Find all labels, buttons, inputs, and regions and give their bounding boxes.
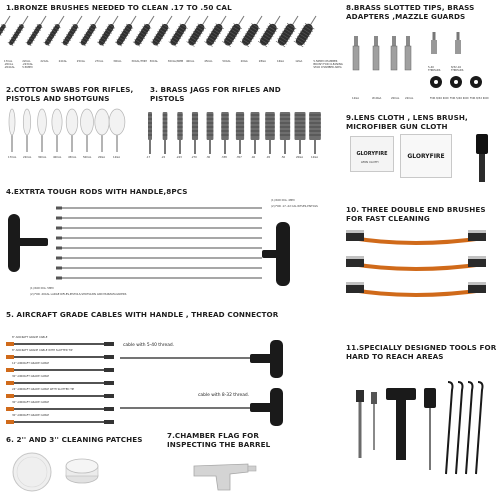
bronze-brush-label-13: 20GA xyxy=(240,60,248,63)
brass-tip-label-5: 8/32-16 THREADS xyxy=(451,66,464,72)
muzzle-guard-1 xyxy=(450,76,462,88)
cotton-swab-3 xyxy=(52,109,62,152)
brass-tip-label-4: 5-40 THREADS xyxy=(428,66,441,72)
section-2-title: 2.COTTON SWABS FOR RIFLES, PISTOLS AND SHOTGUNS xyxy=(6,85,134,103)
brass-tip-label-1: #10GA xyxy=(372,97,382,100)
cotton-swab-label-3: 40CAL xyxy=(53,156,62,159)
brass-jag-11 xyxy=(309,112,321,154)
section-8-title: 8.BRASS SLOTTED TIPS, BRASS ADAPTERS ,MAZZLE GUARDS xyxy=(346,3,475,21)
bronze-brush-label-17: 5.56MM CHAMBER BRUSH FOR CLEANING STAR CHAMBER AREA xyxy=(313,60,343,69)
cotton-swab-0 xyxy=(9,109,15,152)
rod-note-2: (2) FOR .17-.22 CAL RIFLES,PISTOLS xyxy=(271,205,318,208)
brass-jag-label-2: .243 xyxy=(176,156,182,159)
pick-tool-1 xyxy=(456,382,463,474)
cotton-swab-4 xyxy=(66,109,78,152)
microfiber-cloth-brand: GLORYFIRE xyxy=(407,152,445,160)
chamber-flag-icon xyxy=(190,456,270,496)
cable-label-3: 30" AIRCRAFT GRADE CABLE xyxy=(12,375,50,378)
cable-label-0: 8" AIRCRAFT GRADE CABLE xyxy=(12,336,48,339)
brass-jag-label-1: .22 xyxy=(161,156,166,159)
bronze-brush-label-7: 30CAL/7MM xyxy=(131,60,147,63)
cleaning-patches-illustration xyxy=(10,448,110,498)
cotton-swab-label-1: 22CAL xyxy=(23,156,32,159)
bronze-brush-label-3: 24CAL xyxy=(58,60,67,63)
rod-note-3: (1) ROD DIA. 5MM xyxy=(30,287,54,290)
brass-jag-label-10: 20GA xyxy=(296,156,304,159)
double-end-brush-1 xyxy=(346,256,486,269)
section-1-title: 1.BRONZE BRUSHES NEEDED TO CLEAN .17 TO .50 CAL xyxy=(6,3,232,12)
adapter-5 xyxy=(455,32,461,54)
brass-tip-label-8: FOR 8/32 ROD xyxy=(470,97,489,100)
bronze-brush-label-12: 50CAL xyxy=(222,60,231,63)
cotton-swab-2 xyxy=(38,109,47,152)
pick-tool-3 xyxy=(476,382,483,474)
cotton-swab-7 xyxy=(109,109,125,152)
brass-jag-5 xyxy=(221,112,229,154)
brass-tip-label-0: 12GA xyxy=(352,97,360,100)
bronze-brush-label-4: 25CAL xyxy=(76,60,86,63)
microfiber-cloth-card xyxy=(400,134,452,178)
bronze-brush-label-5: 27CAL xyxy=(95,60,104,63)
brass-jag-label-3: .270 xyxy=(191,156,197,159)
brass-jag-4 xyxy=(207,112,214,154)
bronze-brush-label-11: 45CAL xyxy=(204,60,213,63)
brass-jag-9 xyxy=(280,112,290,154)
rod-note-1: (1) ROD DIA. 4MM xyxy=(271,199,295,202)
brass-jag-10 xyxy=(295,112,306,154)
section-10-title: 10. THREE DOUBLE END BRUSHES FOR FAST CLEANING xyxy=(346,205,486,223)
lens-brush-icon xyxy=(472,134,492,184)
cable-label-6: 30" AIRCRAFT GRADE CABLE xyxy=(12,414,50,417)
brass-tip-2 xyxy=(391,36,397,70)
brass-tip-label-7: FOR 5/40 ROD xyxy=(450,97,469,100)
brass-jag-label-6: .357 xyxy=(236,156,242,159)
double-end-brush-2 xyxy=(346,282,486,295)
brass-jag-0 xyxy=(148,112,152,154)
brass-tip-label-6: FOR 8/40 ROD xyxy=(430,97,449,100)
section-6-title: 6. 2'' AND 3'' CLEANING PATCHES xyxy=(6,435,143,444)
brass-jag-8 xyxy=(265,112,275,154)
brass-jag-2 xyxy=(177,112,182,154)
bronze-brush-label-10: 40CAL xyxy=(186,60,195,63)
brass-jag-label-0: .17 xyxy=(146,156,151,159)
section-11-title: 11.SPECIALLY DESIGNED TOOLS FOR HARD TO REACH AREAS xyxy=(346,343,497,361)
bronze-brush-1 xyxy=(7,14,30,46)
bronze-brush-label-2: 22CAL xyxy=(40,60,49,63)
brass-tip-label-2: 20CAL xyxy=(391,97,400,100)
brass-jag-label-9: .50 xyxy=(281,156,286,159)
section-7-title: 7.CHAMBER FLAG FOR INSPECTING THE BARREL xyxy=(167,431,271,449)
brass-jag-label-4: .30 xyxy=(206,156,211,159)
specialty-tools-illustration xyxy=(344,378,494,488)
bronze-brush-label-0: 17CAL .20CAL .204CAL xyxy=(4,60,15,69)
cable-callout-a: cable with 5-40 thread. xyxy=(123,343,175,348)
brass-jag-label-7: .40 xyxy=(251,156,256,159)
bronze-brush-17 xyxy=(293,13,320,48)
cotton-swab-1 xyxy=(23,109,30,152)
brass-jag-label-8: .45 xyxy=(266,156,271,159)
brass-tip-1 xyxy=(373,36,379,70)
lens-cloth-note: LENS CLOTH xyxy=(361,160,379,164)
section-4-title: 4.EXTRTA TOUGH RODS WITH HANDLE,8PCS xyxy=(6,187,188,196)
brass-jag-7 xyxy=(251,112,260,154)
brass-tip-3 xyxy=(405,36,411,70)
cotton-swab-label-0: 17CAL xyxy=(8,156,17,159)
pick-tool-2 xyxy=(466,382,473,474)
cotton-swab-5 xyxy=(81,109,94,152)
brass-jag-label-11: 12GA xyxy=(311,156,319,159)
section-9-title: 9.LENS CLOTH , LENS BRUSH, MICROFIBER GUN CLOTH xyxy=(346,113,468,131)
cotton-swab-label-4: 45CAL xyxy=(68,156,77,159)
bronze-brush-label-8: 30CAL xyxy=(149,60,158,63)
section-3-title: 3. BRASS JAGS FOR RIFLES AND PISTOLS xyxy=(150,85,281,103)
cable-label-4: 24" AIRCRAFT GRADE CABLE WITH SLOTTED TIP xyxy=(12,388,75,391)
brass-jag-6 xyxy=(236,112,244,154)
cotton-swab-label-2: 30CAL xyxy=(38,156,47,159)
cable-label-5: 30" AIRCRAFT GRADE CABLE xyxy=(12,401,50,404)
muzzle-guard-2 xyxy=(470,76,482,88)
bronze-brushes-illustration xyxy=(2,12,332,72)
brass-jags-illustration xyxy=(142,108,332,158)
cotton-swab-label-5: 50CAL xyxy=(83,156,92,159)
cotton-swabs-illustration xyxy=(6,108,136,158)
bronze-brush-label-14: 28GA xyxy=(258,60,266,63)
muzzle-guard-0 xyxy=(430,76,442,88)
cotton-swab-6 xyxy=(95,109,109,152)
cotton-swab-label-6: 20GA xyxy=(98,156,106,159)
bronze-brush-label-16: 12GA xyxy=(295,60,303,63)
lens-cloth-brand: GLORYFIRE xyxy=(356,151,388,157)
lens-cloth-card xyxy=(350,136,394,172)
cable-label-2: 12" AIRCRAFT GRADE CABLE xyxy=(12,362,50,365)
brass-tips-adapters-illustration xyxy=(346,30,496,100)
brass-jag-1 xyxy=(163,112,168,154)
brass-tip-label-3: 22CAL xyxy=(405,97,414,100)
bronze-brush-label-15: 16GA xyxy=(277,60,285,63)
brass-jag-3 xyxy=(192,112,198,154)
double-end-brushes-illustration xyxy=(344,224,494,314)
cable-callout-b: cable with 8-32 thread. xyxy=(198,393,250,398)
rod-note-4: (2) FOR .20CAL LARGE RIFLES,PISTOLS,SHOTGUNS AND MUZZLELOADERS xyxy=(30,293,127,296)
adapter-4 xyxy=(431,32,437,54)
bronze-brush-label-6: 30CAL xyxy=(113,60,122,63)
double-end-brush-0 xyxy=(346,230,486,243)
pick-tool-0 xyxy=(446,382,453,474)
section-5-title: 5. AIRCRAFT GRADE CABLES WITH HANDLE , THREAD CONNECTOR xyxy=(6,310,279,319)
brass-tip-0 xyxy=(353,36,359,70)
brass-jag-label-5: .338 xyxy=(221,156,227,159)
cotton-swab-label-7: 12GA xyxy=(113,156,121,159)
cable-label-1: 8" AIRCRAFT GRADE CABLE WITH SLOTTED TIP xyxy=(12,349,73,352)
bronze-brush-label-9: 30CAL/8MM xyxy=(167,60,184,63)
bronze-brush-label-1: 22CAL .223CAL 5.56MM xyxy=(22,60,33,69)
